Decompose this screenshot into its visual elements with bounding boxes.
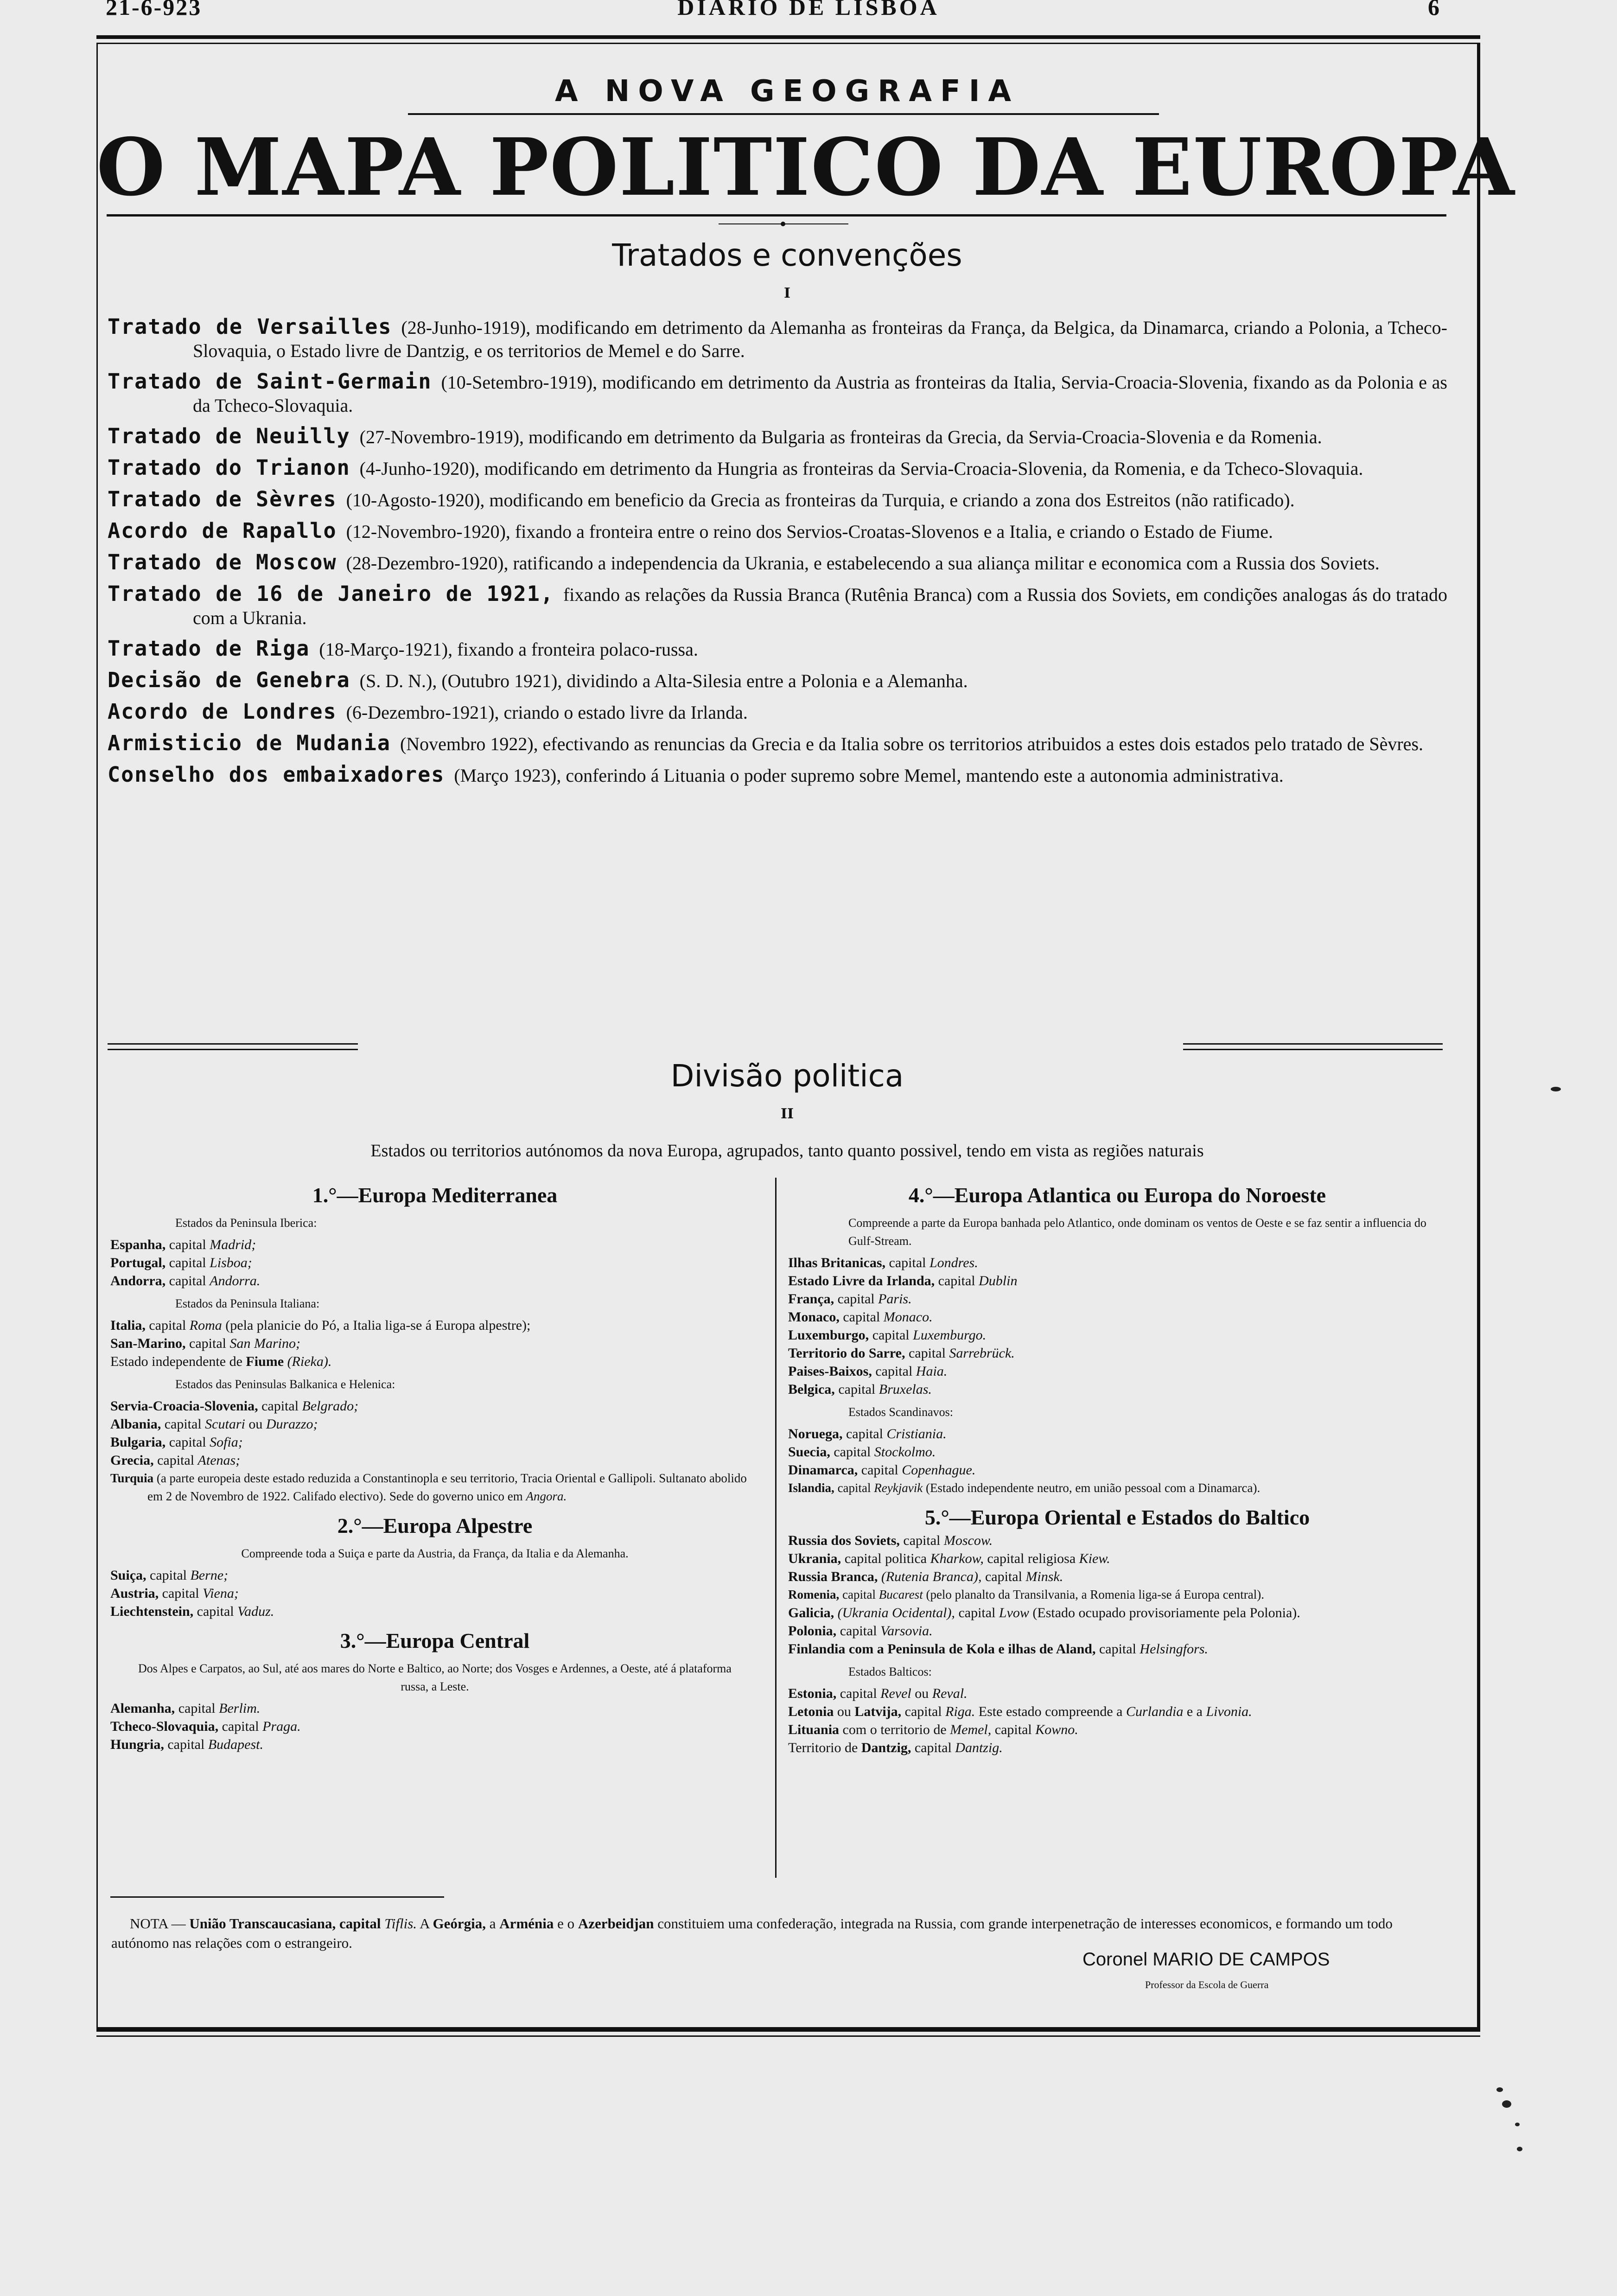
group4-caption: Compreende a parte da Europa banhada pelo Atlantico, onde dominam os ventos de Oeste e se faz sentir a influencia do Gulf-Stream. <box>848 1216 1426 1248</box>
group2-caption: Compreende toda a Suiça e parte da Austria, da França, da Italia e da Alemanha. <box>241 1547 629 1560</box>
treaty-name: Armisticio de Mudania <box>108 731 391 755</box>
state-item: Luxemburgo, capital Luxemburgo. <box>788 1327 987 1343</box>
group4-caption-scandinavos: Estados Scandinavos: <box>848 1405 954 1419</box>
bottom-rule <box>96 2027 1480 2032</box>
group2-title: 2.°—Europa Alpestre <box>337 1514 533 1537</box>
treaty-name: Tratado de Riga <box>108 636 310 661</box>
state-item: Estado Livre da Irlanda, capital Dublin <box>788 1273 1018 1288</box>
state-item: França, capital Paris. <box>788 1291 912 1307</box>
group5-title: 5.°—Europa Oriental e Estados do Baltico <box>924 1505 1310 1529</box>
section2-rule-left-2 <box>108 1049 358 1050</box>
newspaper-name: DIARIO DE LISBOA <box>677 0 940 20</box>
state-item: Finlandia com a Peninsula de Kola e ilhas de Aland, capital Helsingfors. <box>788 1641 1208 1657</box>
state-item: Hungria, capital Budapest. <box>110 1737 263 1752</box>
state-item: Belgica, capital Bruxelas. <box>788 1382 932 1397</box>
kicker-underline <box>408 113 1159 115</box>
state-item: Polonia, capital Varsovia. <box>788 1623 933 1639</box>
treaty-item <box>108 700 1447 724</box>
section2-rule-right <box>1183 1043 1443 1045</box>
treaty-text: (28-Junho-1919), modificando em detrimento da Alemanha as fronteiras da França, da Belgica, da Dinamarca, criando a Polonia, a Tcheco-Slovaquia, o Estado livre de Dantzig, e os territorios de Memel e do Sarre. <box>193 317 1447 361</box>
page-number: 6 <box>1428 0 1441 20</box>
scan-speck <box>1517 2147 1522 2151</box>
treaty-text: (10-Agosto-1920), modificando em beneficio da Grecia as fronteiras da Turquia, e criando a zona dos Estreitos (não ratificado). <box>346 490 1295 510</box>
ornament-dot <box>781 222 785 226</box>
state-item: Islandia, capital Reykjavik (Estado independente neutro, em união pessoal com a Dinamarca). <box>788 1481 1260 1495</box>
state-item: Romenia, capital Bucarest (pelo planalto da Transilvania, a Romenia liga-se á Europa central). <box>788 1588 1264 1601</box>
treaty-text: (S. D. N.), (Outubro 1921), dividindo a Alta-Silesia entre a Polonia e a Alemanha. <box>359 670 968 691</box>
treaty-name: Tratado de Neuilly <box>108 424 350 448</box>
treaty-name: Tratado de Sèvres <box>108 487 337 511</box>
state-item: Albania, capital Scutari ou Durazzo; <box>110 1416 318 1432</box>
state-item: Ukrania, capital politica Kharkow, capital religiosa Kiew. <box>788 1551 1110 1566</box>
treaty-list <box>108 315 1447 795</box>
state-item: Noruega, capital Cristiania. <box>788 1426 947 1441</box>
treaty-name: Acordo de Londres <box>108 699 337 724</box>
treaty-text: (27-Novembro-1919), modificando em detrimento da Bulgaria as fronteiras da Grecia, da Servia-Croacia-Slovenia e da Romenia. <box>359 427 1322 447</box>
group1-caption-italiana: Estados da Peninsula Italiana: <box>175 1297 320 1310</box>
group1-caption-iberica: Estados da Peninsula Iberica: <box>175 1216 317 1230</box>
treaty-item <box>108 582 1447 630</box>
treaty-item <box>108 732 1447 756</box>
group3-title: 3.°—Europa Central <box>340 1629 530 1652</box>
treaty-name: Acordo de Rapallo <box>108 518 337 543</box>
section2-intro: Estados ou territorios autónomos da nova Europa, agrupados, tanto quanto possivel, tendo em vista as regiões naturais <box>370 1141 1204 1161</box>
state-item: Monaco, capital Monaco. <box>788 1309 933 1325</box>
headline-rule <box>107 214 1446 217</box>
state-item: Territorio de Dantzig, capital Dantzig. <box>788 1740 1003 1755</box>
treaty-text: (Novembro 1922), efectivando as renuncias da Grecia e da Italia sobre os territorios atribuidos a estes dois estados pelo tratado de Sèvres. <box>400 733 1424 754</box>
nota-rule <box>110 1896 444 1898</box>
state-item: Austria, capital Viena; <box>110 1586 239 1601</box>
section2-rule-left <box>108 1043 358 1045</box>
treaty-text: fixando as relações da Russia Branca (Rutênia Branca) com a Russia dos Soviets, em condições analogas ás do tratado com a Ukrania. <box>193 584 1447 628</box>
treaty-name: Tratado do Trianon <box>108 455 350 480</box>
state-item: Ilhas Britanicas, capital Londres. <box>788 1255 978 1270</box>
state-item: Suiça, capital Berne; <box>110 1568 229 1583</box>
bottom-rule-thin <box>96 2035 1480 2037</box>
author-title: Professor da Escola de Guerra <box>1145 1979 1269 1990</box>
treaty-text: (28-Dezembro-1920), ratificando a independencia da Ukrania, e estabelecendo a sua aliança militar e economica com a Russia dos Soviets. <box>346 553 1380 574</box>
treaty-name: Tratado de Versailles <box>108 314 392 339</box>
state-item: Galicia, (Ukrania Ocidental), capital Lvow (Estado ocupado provisoriamente pela Polonia). <box>788 1605 1300 1620</box>
treaty-name: Tratado de Moscow <box>108 550 337 574</box>
state-item: Alemanha, capital Berlim. <box>110 1701 261 1716</box>
group1-caption-balkanica: Estados das Peninsulas Balkanica e Helenica: <box>175 1378 395 1391</box>
group5-caption: Estados Balticos: <box>848 1665 932 1678</box>
state-item: Liechtenstein, capital Vaduz. <box>110 1604 274 1619</box>
treaty-name: Conselho dos embaixadores <box>108 762 445 787</box>
state-item: Italia, capital Roma (pela planicie do Pó, a Italia liga-se á Europa alpestre); <box>110 1318 531 1333</box>
kicker: A NOVA GEOGRAFIA <box>554 74 1020 108</box>
treaty-text: (18-Março-1921), fixando a fronteira polaco-russa. <box>319 639 698 660</box>
state-item: San-Marino, capital San Marino; <box>110 1336 300 1351</box>
scan-speck <box>1551 1087 1561 1091</box>
treaty-item <box>108 425 1447 449</box>
scan-speck <box>1515 2123 1520 2126</box>
section2-title: Divisão politica <box>670 1058 904 1094</box>
treaty-item <box>108 669 1447 693</box>
state-item: Russia Branca, (Rutenia Branca), capital Minsk. <box>788 1569 1063 1584</box>
treaty-text: (10-Setembro-1919), modificando em detrimento da Austria as fronteiras da Italia, Servia-Croacia-Slovenia, fixando as da Polonia e as da Tcheco-Slovaquia. <box>193 372 1448 416</box>
treaty-item <box>108 370 1447 417</box>
headline: O MAPA POLITICO DA EUROPA <box>96 121 1515 214</box>
treaty-text: (Março 1923), conferindo á Lituania o poder supremo sobre Memel, mantendo este a autonomia administrativa. <box>454 765 1284 786</box>
treaty-item <box>108 551 1447 575</box>
treaty-name: Tratado de 16 de Janeiro de 1921, <box>108 581 554 606</box>
state-item: Tcheco-Slovaquia, capital Praga. <box>110 1719 301 1734</box>
header-date: 21-6-923 <box>106 0 202 20</box>
column-divider <box>775 1178 777 1878</box>
state-item: Espanha, capital Madrid; <box>110 1237 256 1252</box>
treaty-item <box>108 315 1447 363</box>
state-item: Dinamarca, capital Copenhague. <box>788 1462 976 1478</box>
right-column <box>788 1181 1446 1757</box>
group4-title: 4.°—Europa Atlantica ou Europa do Noroeste <box>908 1183 1326 1207</box>
treaty-item <box>108 456 1447 480</box>
section1-title: Tratados e convenções <box>612 237 962 273</box>
scan-speck <box>1496 2087 1503 2092</box>
state-item: Estonia, capital Revel ou Reval. <box>788 1686 968 1701</box>
treaty-text: (6-Dezembro-1921), criando o estado livre da Irlanda. <box>346 702 748 723</box>
treaty-item <box>108 637 1447 661</box>
treaty-text: (4-Junho-1920), modificando em detrimento da Hungria as fronteiras da Servia-Croacia-Slovenia, da Romenia, e da Tcheco-Slovaquia. <box>359 458 1363 479</box>
treaty-item <box>108 763 1447 787</box>
state-item: Lituania com o territorio de Memel, capital Kowno. <box>788 1722 1078 1737</box>
section2-numeral: II <box>780 1106 794 1122</box>
state-item: Territorio do Sarre, capital Sarrebrück. <box>788 1346 1015 1361</box>
state-item: Andorra, capital Andorra. <box>110 1273 261 1288</box>
state-item: Grecia, capital Atenas; <box>110 1453 241 1468</box>
state-item: Paises-Baixos, capital Haia. <box>788 1364 948 1379</box>
group3-caption: Dos Alpes e Carpatos, ao Sul, até aos mares do Norte e Baltico, ao Norte; dos Vosges e Ardennes, a Oeste, até á plataforma russa, a Leste. <box>138 1662 732 1693</box>
treaty-text: (12-Novembro-1920), fixando a fronteira entre o reino dos Servios-Croatas-Slovenos e a Italia, e criando o Estado de Fiume. <box>346 521 1273 542</box>
nota: NOTA — União Transcaucasiana, capital Tiflis. A Geórgia, a Arménia e o Azerbeidjan constituiem uma confederação, integrada na Russia, com grande interpenetração de interesses economicos, e formando um todo autónomo nas relações com o estrangeiro. <box>111 1915 1393 1951</box>
section2-rule-right-2 <box>1183 1049 1443 1050</box>
treaty-name: Tratado de Saint-Germain <box>108 369 432 394</box>
author-name: Coronel MARIO DE CAMPOS <box>1082 1949 1330 1970</box>
section1-numeral: I <box>783 285 791 301</box>
treaty-name: Decisão de Genebra <box>108 668 350 692</box>
group1-title: 1.°—Europa Mediterranea <box>312 1183 558 1207</box>
state-item: Servia-Croacia-Slovenia, capital Belgrado; <box>110 1398 359 1414</box>
state-item-turquia: Turquia (a parte europeia deste estado reduzida a Constantinopla e seu territorio, Tracia Oriental e Gallipoli. Sultanato abolido em 2 de Novembro de 1922. Califado electivo). Sede do governo unico em Angora. <box>110 1471 747 1503</box>
state-item: Estado independente de Fiume (Rieka). <box>110 1354 332 1369</box>
state-item: Letonia ou Latvija, capital Riga. Este estado compreende a Curlandia e a Livonia. <box>788 1704 1252 1719</box>
state-item: Russia dos Soviets, capital Moscow. <box>788 1533 993 1548</box>
top-rule <box>96 35 1480 39</box>
state-item: Portugal, capital Lisboa; <box>110 1255 252 1270</box>
state-item: Bulgaria, capital Sofia; <box>110 1435 243 1450</box>
treaty-item <box>108 519 1447 543</box>
state-item: Suecia, capital Stockolmo. <box>788 1444 936 1460</box>
left-column <box>110 1181 759 1754</box>
treaty-item <box>108 488 1447 512</box>
scan-speck <box>1502 2100 1511 2108</box>
